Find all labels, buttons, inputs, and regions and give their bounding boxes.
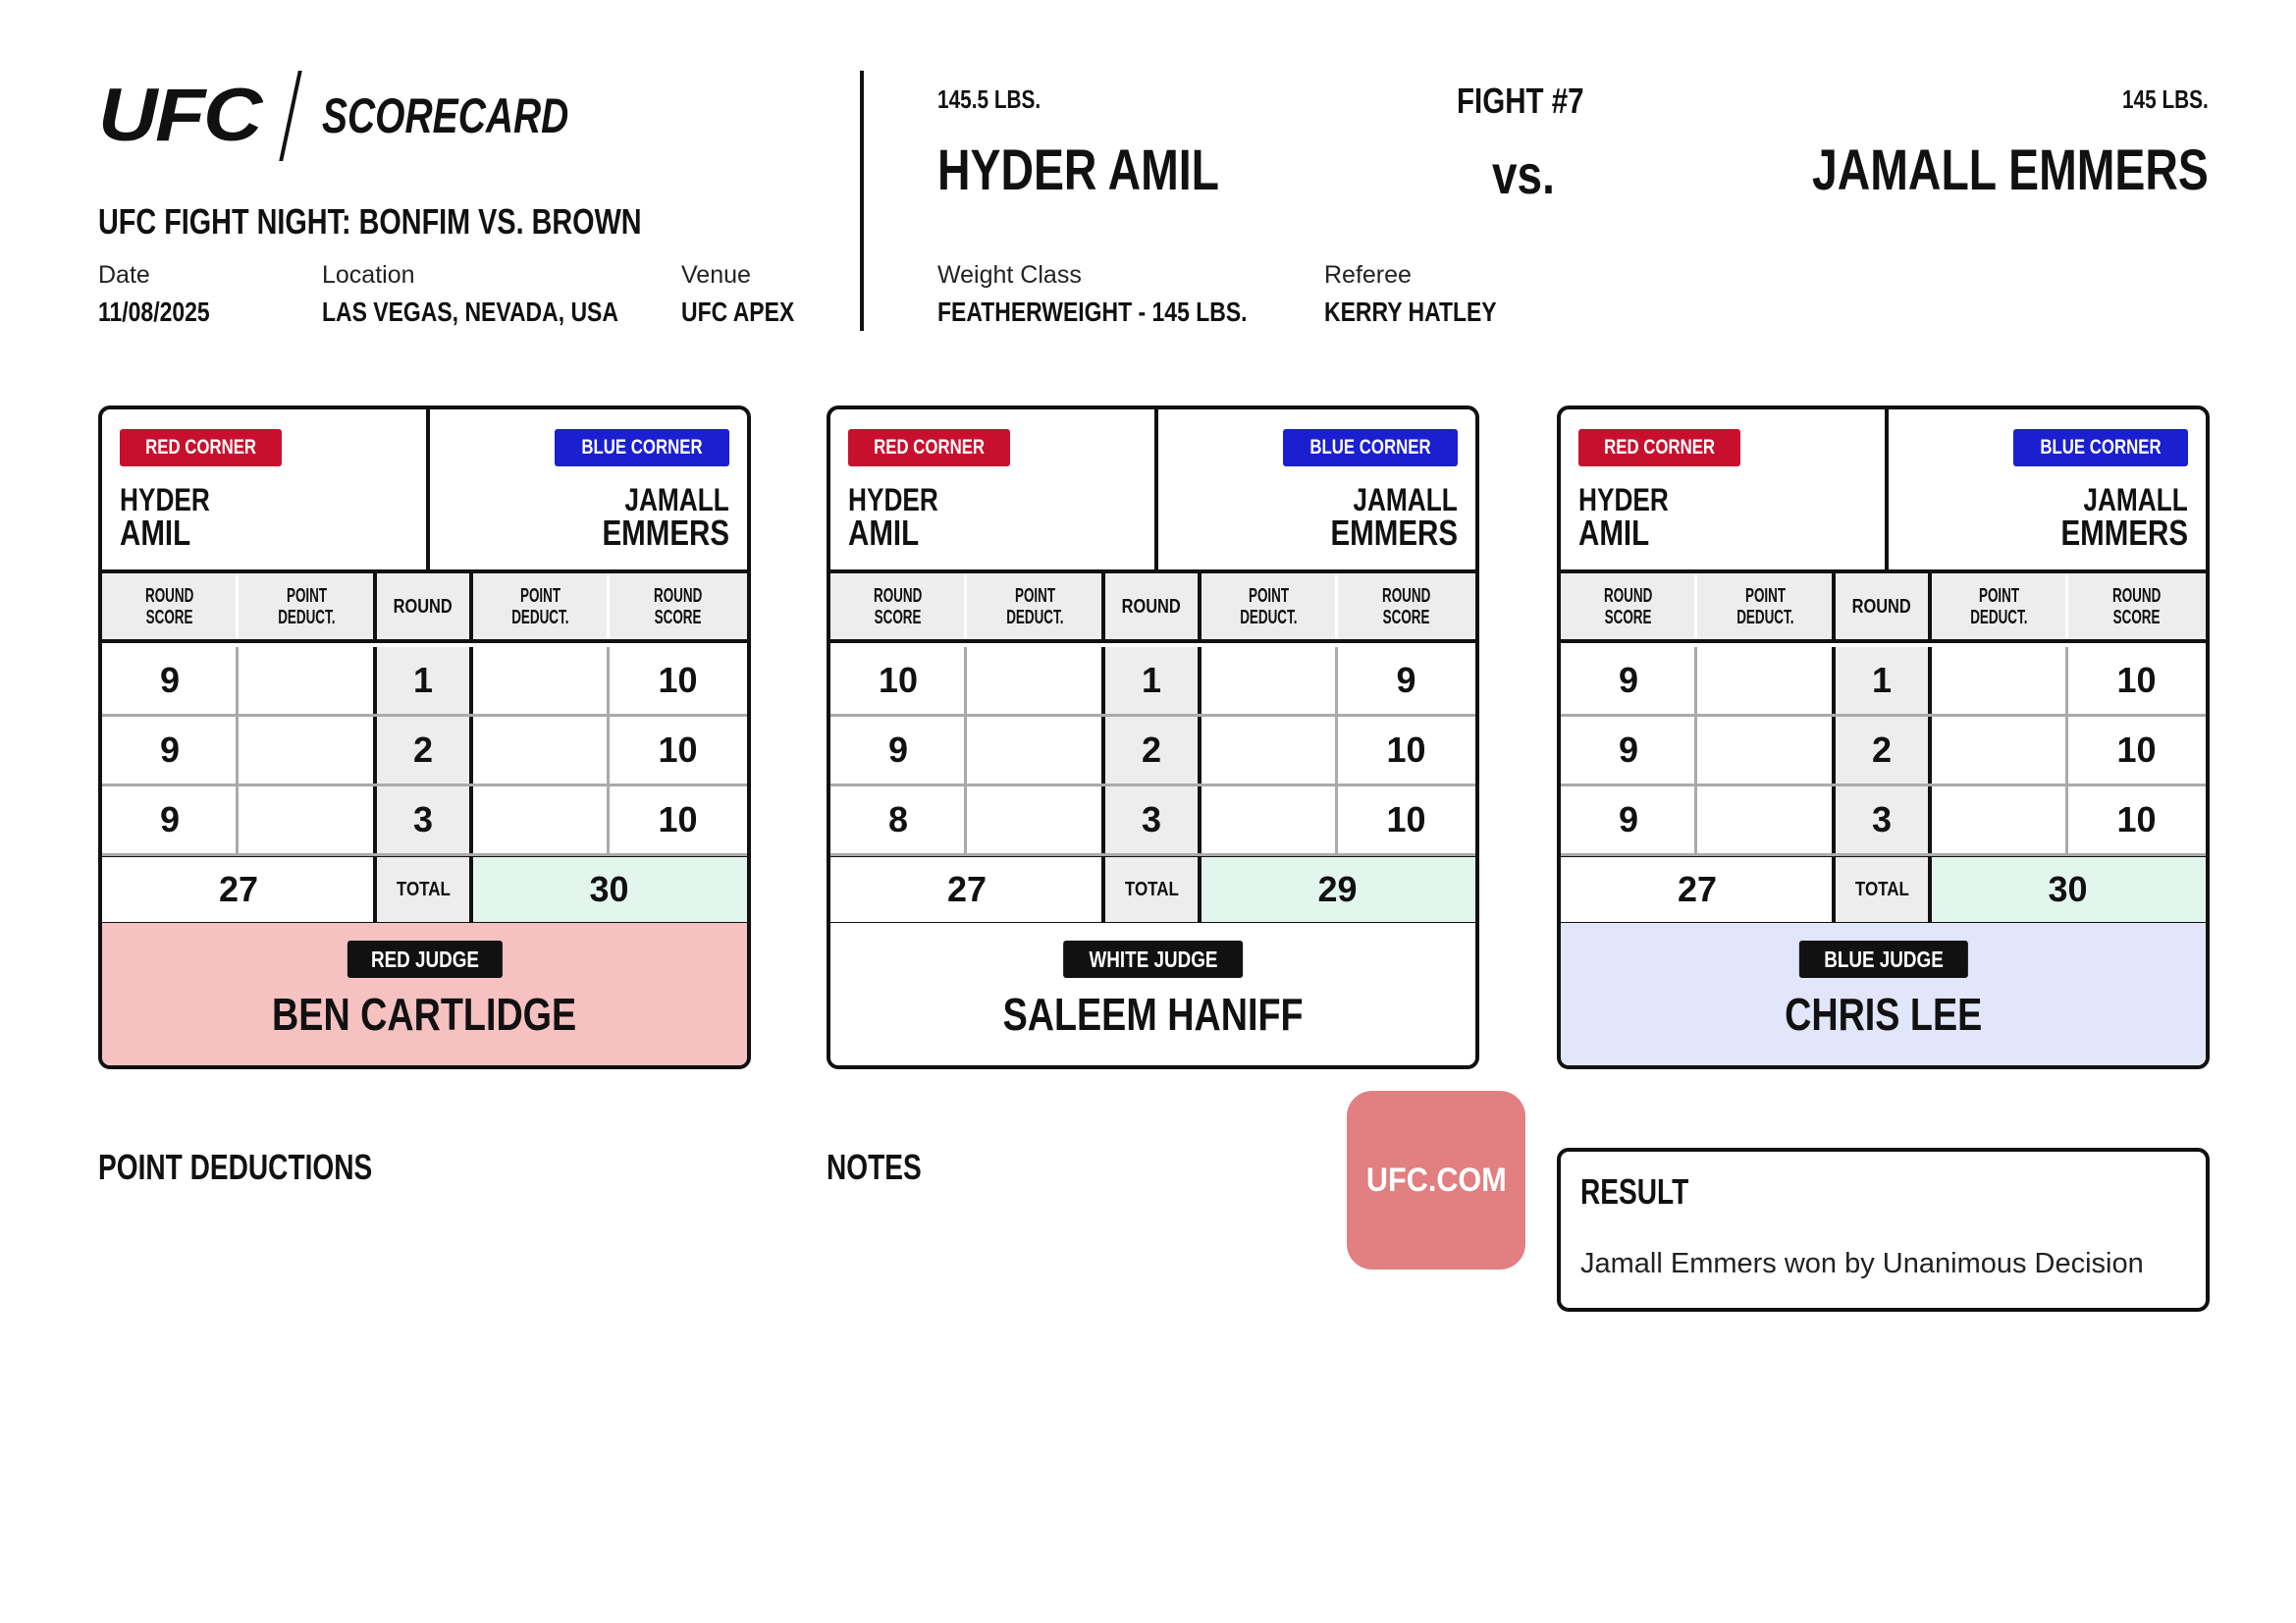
blue-deduct-cell — [1200, 717, 1337, 784]
round-row-1 — [830, 647, 1475, 717]
blue-fighter-first-name: JAMALL — [624, 482, 729, 517]
column-divider — [1694, 717, 1697, 784]
result-text: Jamall Emmers won by Unanimous Decision — [1580, 1248, 2144, 1279]
blue-round-score-header-text — [1376, 585, 1435, 628]
blue-point-deduct-header — [1200, 573, 1337, 639]
corner-divider — [1154, 409, 1158, 573]
total-label-text: TOTAL — [1124, 878, 1179, 900]
blue-fighter-last-name: EMMERS — [1330, 513, 1458, 553]
red-score-cell: 8 — [887, 799, 909, 839]
scorecard-2 — [827, 406, 1479, 1069]
result-box — [1557, 1148, 2210, 1312]
red-round-score-header-text — [1599, 585, 1658, 628]
total-label-text: TOTAL — [396, 878, 451, 900]
red-corner-badge-text: RED CORNER — [145, 436, 257, 459]
score-table-header — [102, 573, 747, 643]
red-fighter-weight: 145.5 LBS. — [937, 84, 1041, 114]
red-point-deduct-header-line1: POINT — [286, 584, 327, 607]
column-divider — [1832, 573, 1836, 639]
column-divider — [1928, 573, 1932, 639]
total-label — [1103, 857, 1200, 922]
round-header — [1834, 573, 1930, 639]
column-divider — [469, 786, 473, 853]
blue-point-deduct-header-line2: DEDUCT. — [1969, 606, 2028, 628]
red-corner-badge-text: RED CORNER — [1604, 436, 1716, 459]
corner-names — [102, 409, 747, 573]
blue-point-deduct-header-line2: DEDUCT. — [510, 606, 569, 628]
red-round-score-header-text — [869, 585, 928, 628]
round-row-2 — [830, 717, 1475, 786]
column-divider — [236, 647, 239, 714]
column-divider — [1198, 647, 1201, 714]
round-row-3 — [830, 786, 1475, 856]
judge-badge — [1798, 941, 1967, 978]
red-corner-badge — [120, 429, 282, 466]
blue-corner-badge-text: BLUE CORNER — [581, 436, 703, 459]
blue-point-deduct-header-line2: DEDUCT. — [1239, 606, 1298, 628]
red-point-deduct-header-line1: POINT — [1014, 584, 1055, 607]
column-divider — [373, 857, 377, 922]
red-score-cell: 9 — [1618, 799, 1639, 839]
column-divider — [1101, 647, 1105, 714]
round-cell: 2 — [1834, 717, 1930, 784]
header-divider — [860, 71, 864, 331]
column-divider — [1832, 786, 1836, 853]
column-divider — [2065, 647, 2068, 714]
blue-fighter-weight: 145 LBS. — [2122, 84, 2209, 114]
red-point-deduct-header-text — [999, 585, 1069, 628]
red-deduct-cell — [238, 647, 375, 714]
red-point-deduct-header — [1696, 573, 1834, 639]
column-divider — [469, 717, 473, 784]
red-round-score-header — [102, 573, 238, 639]
column-divider — [373, 647, 377, 714]
judge-area — [102, 923, 747, 1069]
judge-badge-text: WHITE JUDGE — [1089, 947, 1217, 972]
round-header — [375, 573, 471, 639]
column-divider — [2065, 717, 2068, 784]
round-cell: 1 — [1834, 647, 1930, 714]
blue-fighter-first-name: JAMALL — [2083, 482, 2188, 517]
red-fighter-last-name: AMIL — [1578, 513, 1650, 553]
round-cell: 1 — [1103, 647, 1200, 714]
red-score-cell: 10 — [878, 660, 919, 700]
blue-point-deduct-header — [1930, 573, 2067, 639]
round-cell: 3 — [1103, 786, 1200, 853]
red-total: 27 — [946, 869, 988, 909]
column-divider — [1335, 647, 1338, 714]
blue-round-score-header-text — [648, 585, 707, 628]
date-value: 11/08/2025 — [98, 297, 210, 327]
blue-score-cell: 10 — [2116, 660, 2157, 700]
judge-area — [1561, 923, 2206, 1069]
column-divider — [964, 573, 967, 639]
total-label-text: TOTAL — [1854, 878, 1909, 900]
location-value: LAS VEGAS, NEVADA, USA — [322, 297, 618, 327]
blue-point-deduct-header-text — [1963, 585, 2033, 628]
blue-round-score-header-line2: SCORE — [2112, 606, 2161, 628]
blue-point-deduct-header-line1: POINT — [519, 584, 561, 607]
column-divider — [1198, 717, 1201, 784]
blue-score-cell: 10 — [658, 730, 698, 770]
red-point-deduct-header — [966, 573, 1103, 639]
ufc-logo-text: UFC — [98, 74, 261, 157]
judge-name-text: CHRIS LEE — [1784, 989, 1983, 1040]
round-row-3 — [102, 786, 747, 856]
ufc-com-stamp-text: UFC.COM — [1365, 1161, 1507, 1199]
column-divider — [1198, 786, 1201, 853]
red-round-score-header — [830, 573, 966, 639]
round-cell: 3 — [375, 786, 471, 853]
blue-fighter-last-name: EMMERS — [602, 513, 729, 553]
blue-corner-badge — [2013, 429, 2188, 466]
blue-round-score-header-line1: ROUND — [653, 584, 703, 607]
red-score-cell: 9 — [1618, 660, 1639, 700]
red-round-score-header — [1561, 573, 1696, 639]
blue-round-score-header — [1337, 573, 1475, 639]
scorecard-3 — [1557, 406, 2210, 1069]
judge-name-text: BEN CARTLIDGE — [272, 989, 577, 1040]
red-fighter-first-name: HYDER — [120, 482, 210, 517]
blue-deduct-cell — [1930, 647, 2067, 714]
column-divider — [1832, 717, 1836, 784]
blue-deduct-cell — [1930, 717, 2067, 784]
red-round-score-header-line2: SCORE — [875, 606, 922, 628]
blue-point-deduct-header-text — [1233, 585, 1303, 628]
red-corner-badge — [848, 429, 1010, 466]
judge-badge-text: RED JUDGE — [370, 947, 479, 972]
red-point-deduct-header-line2: DEDUCT. — [277, 606, 336, 628]
notes-title: NOTES — [827, 1147, 922, 1187]
column-divider — [1928, 786, 1932, 853]
column-divider — [236, 573, 239, 639]
column-divider — [1832, 647, 1836, 714]
blue-deduct-cell — [471, 717, 609, 784]
round-row-3 — [1561, 786, 2206, 856]
blue-score-cell: 10 — [1386, 799, 1426, 839]
red-round-score-header-line2: SCORE — [146, 606, 193, 628]
red-total: 27 — [218, 869, 259, 909]
column-divider — [1928, 647, 1932, 714]
blue-round-score-header-line2: SCORE — [1382, 606, 1430, 628]
red-total: 27 — [1677, 869, 1718, 909]
column-divider — [607, 717, 610, 784]
red-deduct-cell — [1696, 647, 1834, 714]
judge-name — [1561, 988, 2206, 1041]
red-point-deduct-header-line2: DEDUCT. — [1005, 606, 1064, 628]
column-divider — [373, 717, 377, 784]
venue-value: UFC APEX — [681, 297, 795, 327]
red-fighter-last-name: AMIL — [848, 513, 920, 553]
blue-deduct-cell — [1200, 786, 1337, 853]
red-score-cell: 9 — [159, 660, 181, 700]
blue-fighter-last-name: EMMERS — [2060, 513, 2188, 553]
red-score-cell: 9 — [159, 799, 181, 839]
judge-name — [102, 988, 747, 1041]
column-divider — [1928, 857, 1932, 922]
judge-area — [830, 923, 1475, 1069]
round-row-2 — [102, 717, 747, 786]
blue-point-deduct-header — [471, 573, 609, 639]
blue-point-deduct-header-line1: POINT — [1978, 584, 2019, 607]
blue-point-deduct-header-line1: POINT — [1248, 584, 1289, 607]
blue-deduct-cell — [1200, 647, 1337, 714]
total-label — [1834, 857, 1930, 922]
column-divider — [373, 573, 377, 639]
column-divider — [1694, 786, 1697, 853]
total-label — [375, 857, 471, 922]
blue-total: 30 — [471, 857, 747, 922]
red-score-cell: 9 — [159, 730, 181, 770]
column-divider — [1335, 717, 1338, 784]
column-divider — [607, 573, 610, 639]
column-divider — [1198, 857, 1201, 922]
red-score-cell: 9 — [1618, 730, 1639, 770]
score-table-header — [1561, 573, 2206, 643]
scorecard-label: SCORECARD — [322, 87, 569, 143]
blue-corner-badge-text: BLUE CORNER — [1309, 436, 1431, 459]
column-divider — [236, 717, 239, 784]
blue-corner-badge — [555, 429, 729, 466]
round-cell: 3 — [1834, 786, 1930, 853]
round-cell: 2 — [375, 717, 471, 784]
blue-score-cell: 10 — [658, 660, 698, 700]
round-cell: 2 — [1103, 717, 1200, 784]
red-point-deduct-header-text — [271, 585, 341, 628]
column-divider — [469, 857, 473, 922]
column-divider — [2065, 573, 2068, 639]
judge-badge — [1063, 941, 1244, 978]
point-deductions-title: POINT DEDUCTIONS — [98, 1147, 373, 1187]
red-deduct-cell — [1696, 717, 1834, 784]
blue-score-cell: 10 — [2116, 799, 2157, 839]
logo-slash — [279, 71, 302, 161]
red-deduct-cell — [238, 786, 375, 853]
red-round-score-header-line2: SCORE — [1605, 606, 1652, 628]
weight-class-label: Weight Class — [937, 261, 1082, 289]
red-point-deduct-header-line2: DEDUCT. — [1735, 606, 1794, 628]
red-point-deduct-header-text — [1730, 585, 1799, 628]
red-point-deduct-header-line1: POINT — [1744, 584, 1786, 607]
column-divider — [236, 786, 239, 853]
corner-names — [1561, 409, 2206, 573]
blue-fighter-first-name: JAMALL — [1353, 482, 1458, 517]
red-deduct-cell — [966, 786, 1103, 853]
red-fighter-name: HYDER AMIL — [937, 138, 1219, 202]
round-row-2 — [1561, 717, 2206, 786]
column-divider — [607, 647, 610, 714]
red-score-cell: 9 — [887, 730, 909, 770]
scorecard-1 — [98, 406, 751, 1069]
round-cell: 1 — [375, 647, 471, 714]
column-divider — [607, 786, 610, 853]
judge-badge — [347, 941, 502, 978]
blue-point-deduct-header-text — [505, 585, 574, 628]
blue-fighter-name: JAMALL EMMERS — [1812, 138, 2209, 202]
blue-corner-badge — [1283, 429, 1458, 466]
column-divider — [1335, 573, 1338, 639]
judge-name — [830, 988, 1475, 1041]
column-divider — [1101, 786, 1105, 853]
red-fighter-last-name: AMIL — [120, 513, 191, 553]
column-divider — [1928, 717, 1932, 784]
column-divider — [469, 573, 473, 639]
score-table-header — [830, 573, 1475, 643]
referee-value: KERRY HATLEY — [1324, 297, 1497, 327]
blue-score-cell: 10 — [1386, 730, 1426, 770]
round-header-text: ROUND — [1121, 595, 1182, 618]
red-fighter-first-name: HYDER — [848, 482, 938, 517]
date-label: Date — [98, 261, 150, 289]
corner-divider — [1885, 409, 1889, 573]
round-row-1 — [1561, 647, 2206, 717]
blue-deduct-cell — [1930, 786, 2067, 853]
column-divider — [2065, 786, 2068, 853]
referee-label: Referee — [1324, 261, 1412, 289]
red-round-score-header-line1: ROUND — [145, 584, 194, 607]
red-deduct-cell — [1696, 786, 1834, 853]
result-title: RESULT — [1580, 1171, 1689, 1212]
column-divider — [1335, 786, 1338, 853]
blue-round-score-header-line1: ROUND — [2111, 584, 2162, 607]
red-deduct-cell — [966, 717, 1103, 784]
red-corner-badge — [1578, 429, 1740, 466]
column-divider — [373, 786, 377, 853]
round-header — [1103, 573, 1200, 639]
venue-label: Venue — [681, 261, 751, 289]
blue-score-cell: 9 — [1396, 660, 1416, 700]
red-deduct-cell — [238, 717, 375, 784]
blue-round-score-header-line2: SCORE — [654, 606, 702, 628]
column-divider — [964, 717, 967, 784]
column-divider — [1694, 647, 1697, 714]
corner-divider — [426, 409, 430, 573]
red-round-score-header-text — [140, 585, 199, 628]
column-divider — [1198, 573, 1201, 639]
column-divider — [1101, 857, 1105, 922]
column-divider — [1832, 857, 1836, 922]
total-row — [1561, 856, 2206, 926]
round-row-1 — [102, 647, 747, 717]
event-title: UFC FIGHT NIGHT: BONFIM VS. BROWN — [98, 201, 642, 242]
red-fighter-first-name: HYDER — [1578, 482, 1669, 517]
round-header-text: ROUND — [1851, 595, 1912, 618]
red-corner-badge-text: RED CORNER — [874, 436, 986, 459]
total-row — [830, 856, 1475, 926]
blue-round-score-header — [609, 573, 747, 639]
round-header-text: ROUND — [393, 595, 454, 618]
fight-number: FIGHT #7 — [1457, 81, 1584, 121]
red-round-score-header-line1: ROUND — [874, 584, 923, 607]
red-point-deduct-header — [238, 573, 375, 639]
weight-class-value: FEATHERWEIGHT - 145 LBS. — [937, 297, 1248, 327]
column-divider — [964, 647, 967, 714]
blue-deduct-cell — [471, 647, 609, 714]
column-divider — [1101, 573, 1105, 639]
blue-score-cell: 10 — [658, 799, 698, 839]
blue-score-cell: 10 — [2116, 730, 2157, 770]
red-deduct-cell — [966, 647, 1103, 714]
column-divider — [964, 786, 967, 853]
blue-deduct-cell — [471, 786, 609, 853]
judge-badge-text: BLUE JUDGE — [1823, 947, 1944, 972]
total-row — [102, 856, 747, 926]
location-label: Location — [322, 261, 415, 289]
column-divider — [1694, 573, 1697, 639]
ufc-scorecard-logo — [98, 69, 638, 162]
vs-label: vs. — [1492, 143, 1555, 205]
judge-name-text: SALEEM HANIFF — [1002, 989, 1304, 1040]
blue-round-score-header — [2067, 573, 2206, 639]
column-divider — [469, 647, 473, 714]
blue-corner-badge-text: BLUE CORNER — [2040, 436, 2162, 459]
corner-names — [830, 409, 1475, 573]
blue-total: 29 — [1200, 857, 1475, 922]
blue-round-score-header-text — [2107, 585, 2165, 628]
ufc-com-stamp — [1347, 1091, 1525, 1270]
blue-total: 30 — [1930, 857, 2206, 922]
column-divider — [1101, 717, 1105, 784]
blue-round-score-header-line1: ROUND — [1381, 584, 1431, 607]
red-round-score-header-line1: ROUND — [1604, 584, 1653, 607]
